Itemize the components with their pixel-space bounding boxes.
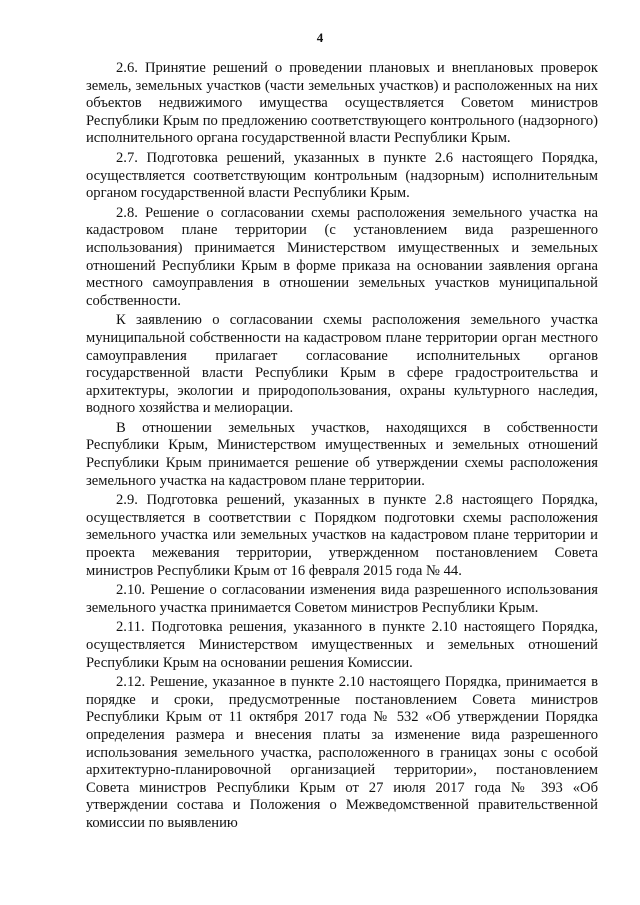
paragraph-2-12: 2.12. Решение, указанное в пункте 2.10 настоящего Порядка, принимается в порядке и сроки, предусмотренные постановлением Совета министров Республики Крым от 11 октября 2017 года № 532 «Об утверждении Порядка определения размера и внесения платы за изменение вида разрешенного использования земельного участка, расположенного в границах зоны с особой архитектурно-планировочной организацией территории», постановлением Совета министров Республики Крым от 27 июля 2017 года № 393 «Об утверждении состава и Положения о Межведомственной правительственной комиссии по выявлению: [86, 674, 598, 831]
paragraph-2-9: 2.9. Подготовка решений, указанных в пункте 2.8 настоящего Порядка, осуществляется в соответствии с Порядком подготовки схемы расположения земельного участка или земельных участков на кадастровом плане территории и проекта межевания территории, утвержденном постановлением Совета министров Республики Крым от 16 февраля 2015 года № 44.: [86, 492, 598, 579]
paragraph-2-10: 2.10. Решение о согласовании изменения вида разрешенного использования земельного участка принимается Советом министров Республики Крым.: [86, 582, 598, 616]
paragraph-2-8-application: К заявлению о согласовании схемы расположения земельного участка муниципальной собственности на кадастровом плане территории орган местного самоуправления прилагает согласование исполнительных органов государственной власти Республики Крым в сфере градостроительства и архитектуры, экологии и природопользования, охраны культурного наследия, водного хозяйства и мелиорации.: [86, 312, 598, 417]
document-body: [86, 60, 598, 835]
page-number: 4: [316, 30, 324, 45]
paragraph-2-7: 2.7. Подготовка решений, указанных в пункте 2.6 настоящего Порядка, осуществляется соответствующим контрольным (надзорным) исполнительным органом государственной власти Республики Крым.: [86, 149, 598, 202]
paragraph-2-8-republic-land: В отношении земельных участков, находящихся в собственности Республики Крым, Министерством имущественных и земельных отношений Республики Крым принимается решение об утверждении схемы расположения земельного участка на кадастровом плане территории.: [86, 419, 598, 489]
paragraph-2-6: 2.6. Принятие решений о проведении плановых и внеплановых проверок земель, земельных участков (части земельных участков) и расположенных на них объектов недвижимого имущества осуществляется Советом министров Республики Крым по предложению соответствующего контрольного (надзорного) исполнительного органа государственной власти Республики Крым.: [86, 60, 598, 147]
paragraph-2-11: 2.11. Подготовка решения, указанного в пункте 2.10 настоящего Порядка, осуществляется Министерством имущественных и земельных отношений Республики Крым на основании решения Комиссии.: [86, 619, 598, 671]
paragraph-2-8: 2.8. Решение о согласовании схемы расположения земельного участка на кадастровом плане территории (с установлением вида разрешенного использования) принимается Министерством имущественных и земельных отношений Республики Крым в форме приказа на основании заявления органа местного самоуправления в отношении земельных участков муниципальной собственности.: [86, 204, 598, 309]
